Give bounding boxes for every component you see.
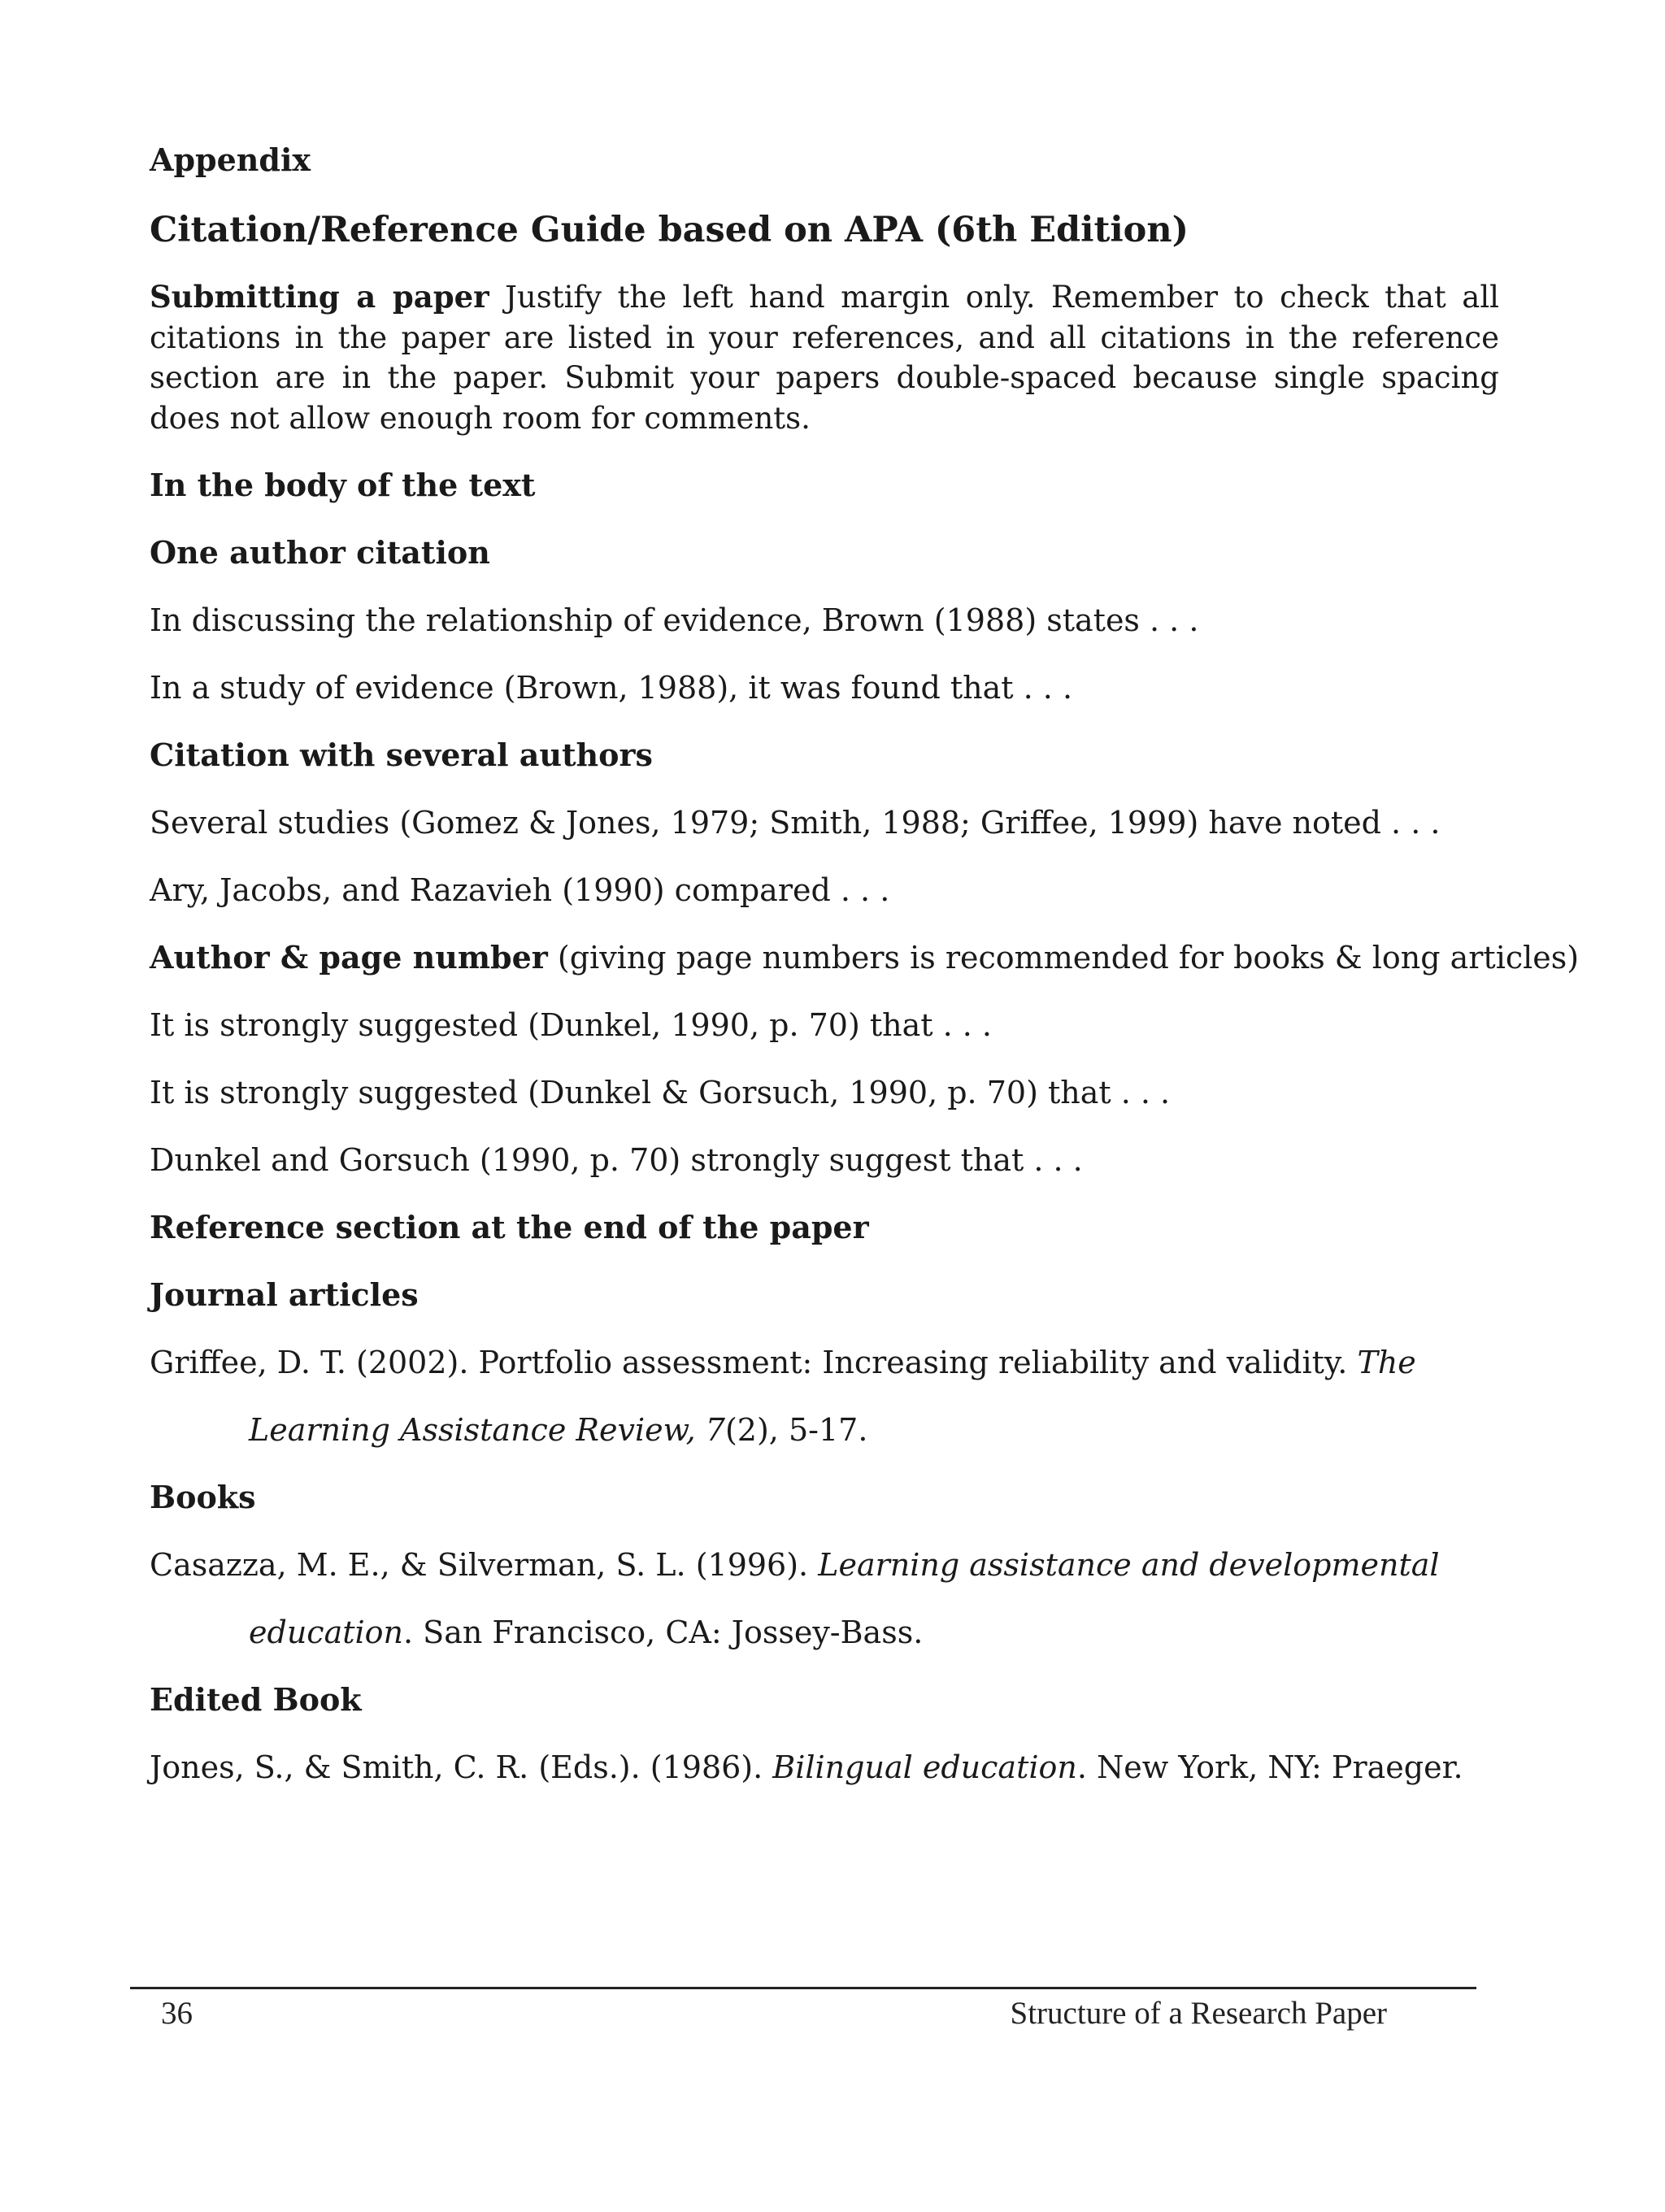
journal-ref-italic-1: The <box>1357 1345 1416 1380</box>
books-heading: Books <box>150 1479 256 1515</box>
several-authors-heading: Citation with several authors <box>150 737 653 773</box>
appendix-label: Appendix <box>150 141 311 178</box>
journal-ref-plain-2: (2), 5-17. <box>724 1412 868 1448</box>
book-reference-line-1 <box>150 1545 1499 1585</box>
edited-book-ref-plain-a: Jones, S., & Smith, C. R. (Eds.). (1986). <box>150 1749 773 1785</box>
footer-page-number: 36 <box>161 1996 193 2031</box>
page-number-example-3: Dunkel and Gorsuch (1990, p. 70) strongly suggest that . . . <box>150 1142 1083 1178</box>
page-content <box>150 140 1580 1814</box>
footer-divider <box>130 1987 1476 1989</box>
page-number-note: (giving page numbers is recommended for books & long articles) <box>547 940 1580 976</box>
journal-reference-line-1 <box>150 1342 1499 1383</box>
submitting-paragraph <box>150 277 1499 438</box>
book-ref-plain-2: . San Francisco, CA: Jossey-Bass. <box>403 1614 924 1650</box>
footer-running-title: Structure of a Research Paper <box>1010 1996 1387 2031</box>
journal-heading: Journal articles <box>150 1276 419 1313</box>
submitting-lead: Submitting a paper <box>150 279 489 315</box>
guide-title: Citation/Reference Guide based on APA (6th Edition) <box>150 210 1189 250</box>
submitting-text: Justify the left hand margin only. Remember to check that all citations in the paper are listed in your references, and all citations in the reference section are in the paper. Submit your papers double-spaced because single spacing does not allow enough room for comments. <box>150 280 1499 436</box>
several-authors-example-1: Several studies (Gomez & Jones, 1979; Smith, 1988; Griffee, 1999) have noted . . . <box>150 805 1441 841</box>
page-number-heading-line <box>150 937 1580 978</box>
edited-book-ref-italic: Bilingual education <box>772 1749 1077 1785</box>
edited-book-reference-line <box>150 1747 1499 1788</box>
journal-ref-plain-1: Griffee, D. T. (2002). Portfolio assessment: Increasing reliability and validity. <box>150 1345 1358 1380</box>
book-ref-plain-1: Casazza, M. E., & Silverman, S. L. (1996). <box>150 1547 819 1583</box>
edited-book-ref-plain-b: . New York, NY: Praeger. <box>1076 1749 1463 1785</box>
page-number-example-1: It is strongly suggested (Dunkel, 1990, p. 70) that . . . <box>150 1007 993 1043</box>
journal-reference-line-2 <box>150 1410 1499 1450</box>
book-ref-italic-2: education <box>249 1614 403 1650</box>
book-ref-italic-1: Learning assistance and developmental <box>818 1547 1440 1583</box>
one-author-heading: One author citation <box>150 534 490 571</box>
one-author-example-2: In a study of evidence (Brown, 1988), it was found that . . . <box>150 670 1073 706</box>
page-number-heading: Author & page number <box>150 939 548 976</box>
body-text-heading: In the body of the text <box>150 467 536 503</box>
reference-section-heading: Reference section at the end of the paper <box>150 1209 869 1245</box>
edited-book-heading: Edited Book <box>150 1681 362 1718</box>
several-authors-example-2: Ary, Jacobs, and Razavieh (1990) compared . . . <box>150 872 890 908</box>
book-reference-line-2 <box>150 1612 1499 1653</box>
page-number-example-2: It is strongly suggested (Dunkel & Gorsuch, 1990, p. 70) that . . . <box>150 1075 1171 1110</box>
journal-ref-italic-2: Learning Assistance Review, 7 <box>249 1412 725 1448</box>
one-author-example-1: In discussing the relationship of evidence, Brown (1988) states . . . <box>150 602 1199 638</box>
